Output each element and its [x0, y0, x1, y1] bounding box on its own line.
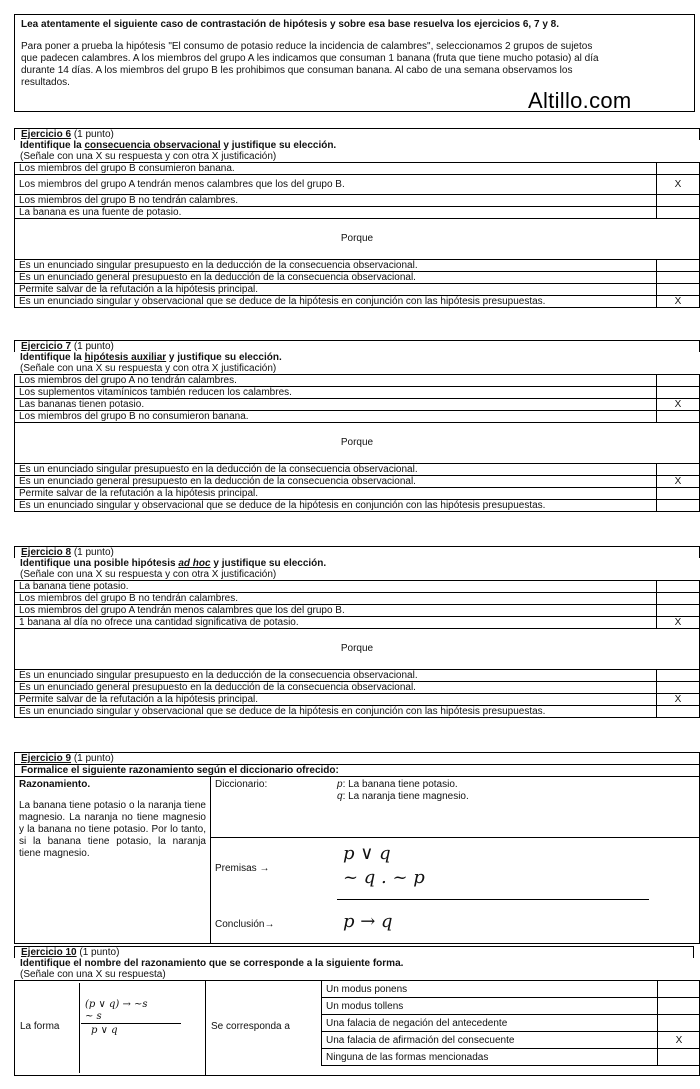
option-row: Los miembros del grupo A tendrán menos calambres que los del grupo B.	[15, 605, 700, 617]
exercise-8	[14, 546, 700, 718]
answer-mark[interactable]: X	[658, 1032, 700, 1049]
justification-row: Permite salvar de la refutación a la hipótesis principal. X	[15, 694, 700, 706]
justification-row: Permite salvar de la refutación a la hipótesis principal.	[15, 284, 700, 296]
option-row: Un modus ponens	[322, 981, 700, 998]
option-row: 1 banana al día no ofrece una cantidad significativa de potasio. X	[15, 617, 700, 629]
option-row: Los miembros del grupo B no tendrán calambres.	[15, 593, 700, 605]
answer-mark[interactable]: X	[657, 399, 700, 411]
premise-2: ~ q . ~ p	[343, 867, 425, 888]
exercise-title: Ejercicio 9 (1 punto)	[14, 752, 700, 764]
exercise-instructions: (Señale con una X su respuesta y con otra X justificación)	[20, 151, 277, 162]
intro-line: que padecen calambres. A los miembros del grupo A les indicamos que consuman 1 banana (fruta que tiene mucho potasio) al día	[21, 53, 599, 64]
form-cell: La forma (p ∨ q) → ~s ~ s p ∨ q	[15, 981, 206, 1075]
dictionary-cell: Diccionario: p: La banana tiene potasio. q: La naranja tiene magnesio.	[211, 777, 699, 838]
exercise-title: Ejercicio 6 (1 punto)	[14, 128, 700, 140]
option-row: Los miembros del grupo B no tendrán calambres.	[15, 195, 700, 207]
intro-line: Para poner a prueba la hipótesis "El consumo de potasio reduce la incidencia de calambres", seleccionamos 2 grupos de sujetos	[21, 41, 593, 52]
answer-mark[interactable]: X	[657, 296, 700, 308]
brand-watermark: Altillo.com	[528, 88, 632, 113]
option-row: Los miembros del grupo A tendrán menos calambres que los del grupo B. X	[15, 175, 700, 195]
exercise-7	[14, 340, 700, 512]
form-box: La forma (p ∨ q) → ~s ~ s p ∨ q Se corresponda a Un modus ponens Un modus tollens Una falacia de negación del antecedente Una falacia de afirmación del consecuente X Ninguna de las formas mencionadas	[14, 980, 700, 1076]
justification-row: Es un enunciado general presupuesto en la deducción de la consecuencia observacional.	[15, 272, 700, 284]
answer-mark[interactable]: X	[657, 694, 700, 706]
option-row: La banana tiene potasio.	[15, 581, 700, 593]
formalization-box: Razonamiento. La banana tiene potasio o la naranja tiene magnesio. La naranja no tiene magnesio y la banana no tiene potasio. Por lo tanto, si la banana tiene potasio, la naranja tiene magnesio. Diccionario: p: La banana tiene potasio. q: La naranja tiene magnesio. Premisas → p ∨ q ~ q . ~ p Conclusión→ p → q	[14, 776, 700, 944]
justification-row: Es un enunciado singular presupuesto en la deducción de la consecuencia observacional.	[15, 464, 700, 476]
option-row: Los suplementos vitamínicos también reducen los calambres.	[15, 387, 700, 399]
justification-row: Es un enunciado singular presupuesto en la deducción de la consecuencia observacional.	[15, 670, 700, 682]
porque-label: Porque	[14, 629, 700, 669]
conclusion: p → q	[343, 911, 393, 932]
justification-row: Es un enunciado singular y observacional que se deduce de la hipótesis en conjunción con las hipótesis presupuestas.	[15, 500, 700, 512]
justification-row: Es un enunciado singular presupuesto en la deducción de la consecuencia observacional.	[15, 260, 700, 272]
exercise-9	[14, 752, 700, 944]
justification-table	[14, 669, 700, 718]
reasoning-text: La banana tiene potasio o la naranja tiene magnesio. La naranja no tiene magnesio y la banana no tiene potasio. Por lo tanto, si la banana tiene potasio, la naranja tiene magnesio.	[19, 800, 206, 859]
exercise-6	[14, 128, 700, 308]
options-table	[14, 374, 700, 423]
premise-1: p ∨ q	[343, 843, 391, 864]
exercise-title: Ejercicio 10 (1 punto)	[14, 946, 694, 958]
exercise-10	[14, 946, 700, 1076]
exercise-title: Ejercicio 7 (1 punto)	[14, 340, 700, 352]
reasoning-cell: Razonamiento. La banana tiene potasio o la naranja tiene magnesio. La naranja no tiene magnesio y la banana no tiene potasio. Por lo tanto, si la banana tiene potasio, la naranja tiene magnesio.	[15, 777, 211, 943]
intro-line: durante 14 días. A los miembros del grupo B les prohibimos que consuman banana. Al cabo de una semana observamos los	[21, 65, 573, 76]
justification-row: Es un enunciado general presupuesto en la deducción de la consecuencia observacional. X	[15, 476, 700, 488]
exercise-title: Ejercicio 8 (1 punto)	[14, 546, 700, 558]
option-row: Los miembros del grupo A no tendrán calambres.	[15, 375, 700, 387]
justification-table	[14, 259, 700, 308]
porque-label: Porque	[14, 219, 700, 259]
exercise-instructions: (Señale con una X su respuesta y con otra X justificación)	[20, 363, 277, 374]
option-row: Los miembros del grupo B consumieron banana.	[15, 163, 700, 175]
options-table	[321, 980, 700, 1066]
exercise-question: Identifique el nombre del razonamiento que se corresponde a la siguiente forma.	[20, 958, 404, 969]
options-table	[14, 162, 700, 219]
intro-line: resultados.	[21, 77, 70, 88]
intro-heading: Lea atentamente el siguiente caso de contrastación de hipótesis y sobre esa base resuelva los ejercicios 6, 7 y 8.	[21, 19, 560, 30]
option-row: Un modus tollens	[322, 998, 700, 1015]
answer-mark[interactable]: X	[657, 476, 700, 488]
option-row: Una falacia de afirmación del consecuente X	[322, 1032, 700, 1049]
option-row: Los miembros del grupo B no consumieron banana.	[15, 411, 700, 423]
option-row: Una falacia de negación del antecedente	[322, 1015, 700, 1032]
justification-row: Permite salvar de la refutación a la hipótesis principal.	[15, 488, 700, 500]
options-table	[14, 580, 700, 629]
exercise-question: Formalice el siguiente razonamiento según el diccionario ofrecido:	[14, 764, 700, 776]
porque-label: Porque	[14, 423, 700, 463]
justification-row: Es un enunciado general presupuesto en la deducción de la consecuencia observacional.	[15, 682, 700, 694]
answer-mark[interactable]: X	[657, 617, 700, 629]
exercise-instructions: (Señale con una X su respuesta)	[20, 969, 166, 980]
exercise-question: Identifique la hipótesis auxiliar y justifique su elección.	[20, 352, 282, 363]
option-row: La banana es una fuente de potasio.	[15, 207, 700, 219]
answer-mark[interactable]: X	[657, 175, 700, 195]
exercise-question: Identifique la consecuencia observacional y justifique su elección.	[20, 140, 337, 151]
exercise-instructions: (Señale con una X su respuesta y con otra X justificación)	[20, 569, 277, 580]
conclusion-line	[337, 899, 649, 900]
justification-row: Es un enunciado singular y observacional que se deduce de la hipótesis en conjunción con las hipótesis presupuestas.	[15, 706, 700, 718]
justification-table	[14, 463, 700, 512]
option-row: Las bananas tienen potasio. X	[15, 399, 700, 411]
option-row: Ninguna de las formas mencionadas	[322, 1049, 700, 1066]
justification-row: Es un enunciado singular y observacional que se deduce de la hipótesis en conjunción con las hipótesis presupuestas. X	[15, 296, 700, 308]
exercise-question: Identifique una posible hipótesis ad hoc y justifique su elección.	[20, 558, 327, 569]
